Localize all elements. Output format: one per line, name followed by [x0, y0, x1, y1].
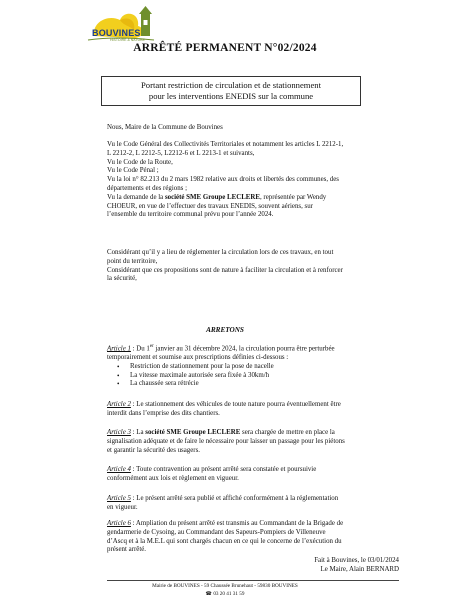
considerants-block	[107, 249, 399, 284]
footer	[0, 583, 450, 598]
article-6-line-3: d’Ascq et à la M.E.L qui sont chargés chacun en ce qui le concerne de l’exécution du	[107, 537, 342, 545]
page-title: ARRÊTÉ PERMANENT N°02/2024	[133, 42, 317, 54]
considerant-1-line-2: point du territoire,	[107, 257, 158, 265]
article-4-line-2: conformément aux lois et règlement en vigueur.	[107, 474, 239, 482]
article-4-label: Article 4	[107, 466, 131, 473]
article-1-bullet-list	[107, 363, 399, 389]
logo-name: BOUVINES	[92, 28, 141, 38]
visa-loi-line-2: départements et des régions ;	[107, 184, 187, 192]
article-3-company-name: société SME Groupe LECLERE	[145, 429, 241, 436]
article-2-line-1	[107, 401, 399, 410]
article-5	[107, 495, 399, 513]
signature-signatory: Le Maire, Alain BERNARD	[320, 565, 399, 573]
considerant-1-line-1: Considérant qu’il y a lieu de réglementer la circulation lors de ces travaux, en tout	[107, 249, 334, 256]
visa-cgct-line-2: L 2212-2, L 2212-5, L2212-6 et L 2213-1 et suivants,	[107, 149, 255, 157]
visa-company-name: société SME Groupe LECLERE	[164, 193, 260, 201]
visa-demande-prefix: Vu la demande de la	[107, 193, 164, 201]
subject-line-1: Portant restriction de circulation et de stationnement	[141, 80, 321, 90]
subject-box	[101, 76, 361, 106]
article-4	[107, 466, 399, 484]
article-5-text: : Le présent arrêté sera publié et affiché conformément à la réglementation	[130, 495, 339, 502]
considerant-2-line-2: la sécurité,	[107, 275, 137, 283]
intro-text: Nous, Maire de la Commune de Bouvines	[107, 124, 223, 131]
article-2	[107, 401, 399, 419]
visa-demande-line-2: CHOEUR, en vue de l’effectuer des travaux ENEDIS, souvent aériens, sur	[107, 202, 313, 210]
visa-demande-line-3: l’ensemble du territoire communal prévu pour l’année 2024.	[107, 211, 274, 219]
list-item: • La vitesse maximale autorisée sera fixée à 30km/h	[107, 372, 399, 381]
article-3-line-3: et garantir la sécurité des usagers.	[107, 446, 200, 454]
article-3-label: Article 3	[107, 429, 131, 436]
footer-phone: 03 20 41 31 59	[213, 590, 245, 597]
visas-block	[107, 141, 399, 220]
arretons-heading: ARRETONS	[206, 326, 244, 334]
article-1-pre: : Du 1	[130, 345, 150, 353]
visa-demande-line-1	[107, 194, 399, 203]
article-2-label: Article 2	[107, 401, 131, 408]
article-3-post: sera chargée de mettre en place la	[240, 429, 335, 436]
article-4-line-1	[107, 466, 399, 475]
phone-icon: ☎	[205, 590, 213, 597]
footer-address: Mairie de BOUVINES - 59 Chaussée Brunehaut - 59830 BOUVINES	[152, 583, 298, 589]
article-6-label: Article 6	[107, 520, 131, 527]
subject-line-2: pour les interventions ENEDIS sur la commune	[148, 91, 314, 101]
article-3-line-2: signalisation adéquate et de faire le nécessaire pour laisser un passage pour les piétons	[107, 437, 345, 445]
article-1-label: Article 1	[107, 345, 131, 353]
article-6-text: : Ampliation du présent arrêté est transmis au Commandant de la Brigade de	[130, 520, 344, 527]
article-5-label: Article 5	[107, 495, 131, 502]
logo-tagline: HISTOIRE & NATURE	[110, 38, 145, 42]
signature-place-date: Fait à Bouvines, le 03/01/2024	[314, 557, 399, 564]
article-6	[107, 520, 399, 555]
article-6-line-1	[107, 520, 399, 529]
article-4-text: : Toute contravention au présent arrêté sera constatée et poursuivie	[130, 466, 317, 473]
article-1-post: janvier au 31 décembre 2024, la circulation pourra être perturbée	[153, 345, 335, 353]
article-6-line-2: gendarmerie de Cysoing, au Commandant des Sapeurs-Pompiers de Villeneuve	[107, 528, 326, 536]
footer-divider	[107, 580, 399, 581]
list-item: • Restriction de stationnement pour la pose de nacelle	[107, 363, 399, 372]
article-3-pre: : La	[130, 429, 146, 436]
visa-demande-suffix: , représentée par Wendy	[259, 193, 327, 201]
article-1-sup: er	[149, 344, 154, 349]
article-1-line-1	[107, 343, 399, 354]
article-2-line-2: interdit dans l’emprise des dits chantiers.	[107, 409, 220, 417]
visa-code-route: Vu le Code de la Route,	[107, 158, 173, 166]
article-2-text: : Le stationnement des véhicules de toute nature pourra éventuellement être	[130, 401, 341, 408]
visa-cgct-line-1: Vu le Code Général des Collectivités Territoriales et notamment les articles L 2212-1,	[107, 141, 344, 148]
article-1	[107, 343, 399, 389]
visa-code-penal: Vu le Code Pénal ;	[107, 167, 159, 175]
signature-block	[107, 557, 399, 575]
article-5-line-2: en vigueur.	[107, 503, 138, 511]
article-5-line-1	[107, 495, 399, 504]
visa-loi-line-1: Vu la loi n° 82.213 du 2 mars 1982 relative aux droits et libertés des communes, des	[107, 176, 339, 184]
footer-phone-line	[0, 591, 450, 599]
list-item: • La chaussée sera rétrécie	[107, 380, 399, 389]
article-3-line-1	[107, 429, 399, 438]
article-6-line-4: présent arrêté.	[107, 546, 147, 554]
considerant-2-line-1: Considérant que ces propositions sont de nature à faciliter la circulation et à renforcer	[107, 266, 343, 274]
article-1-line-2: temporairement et soumise aux prescriptions définies ci-dessous :	[107, 354, 289, 362]
article-3	[107, 429, 399, 455]
